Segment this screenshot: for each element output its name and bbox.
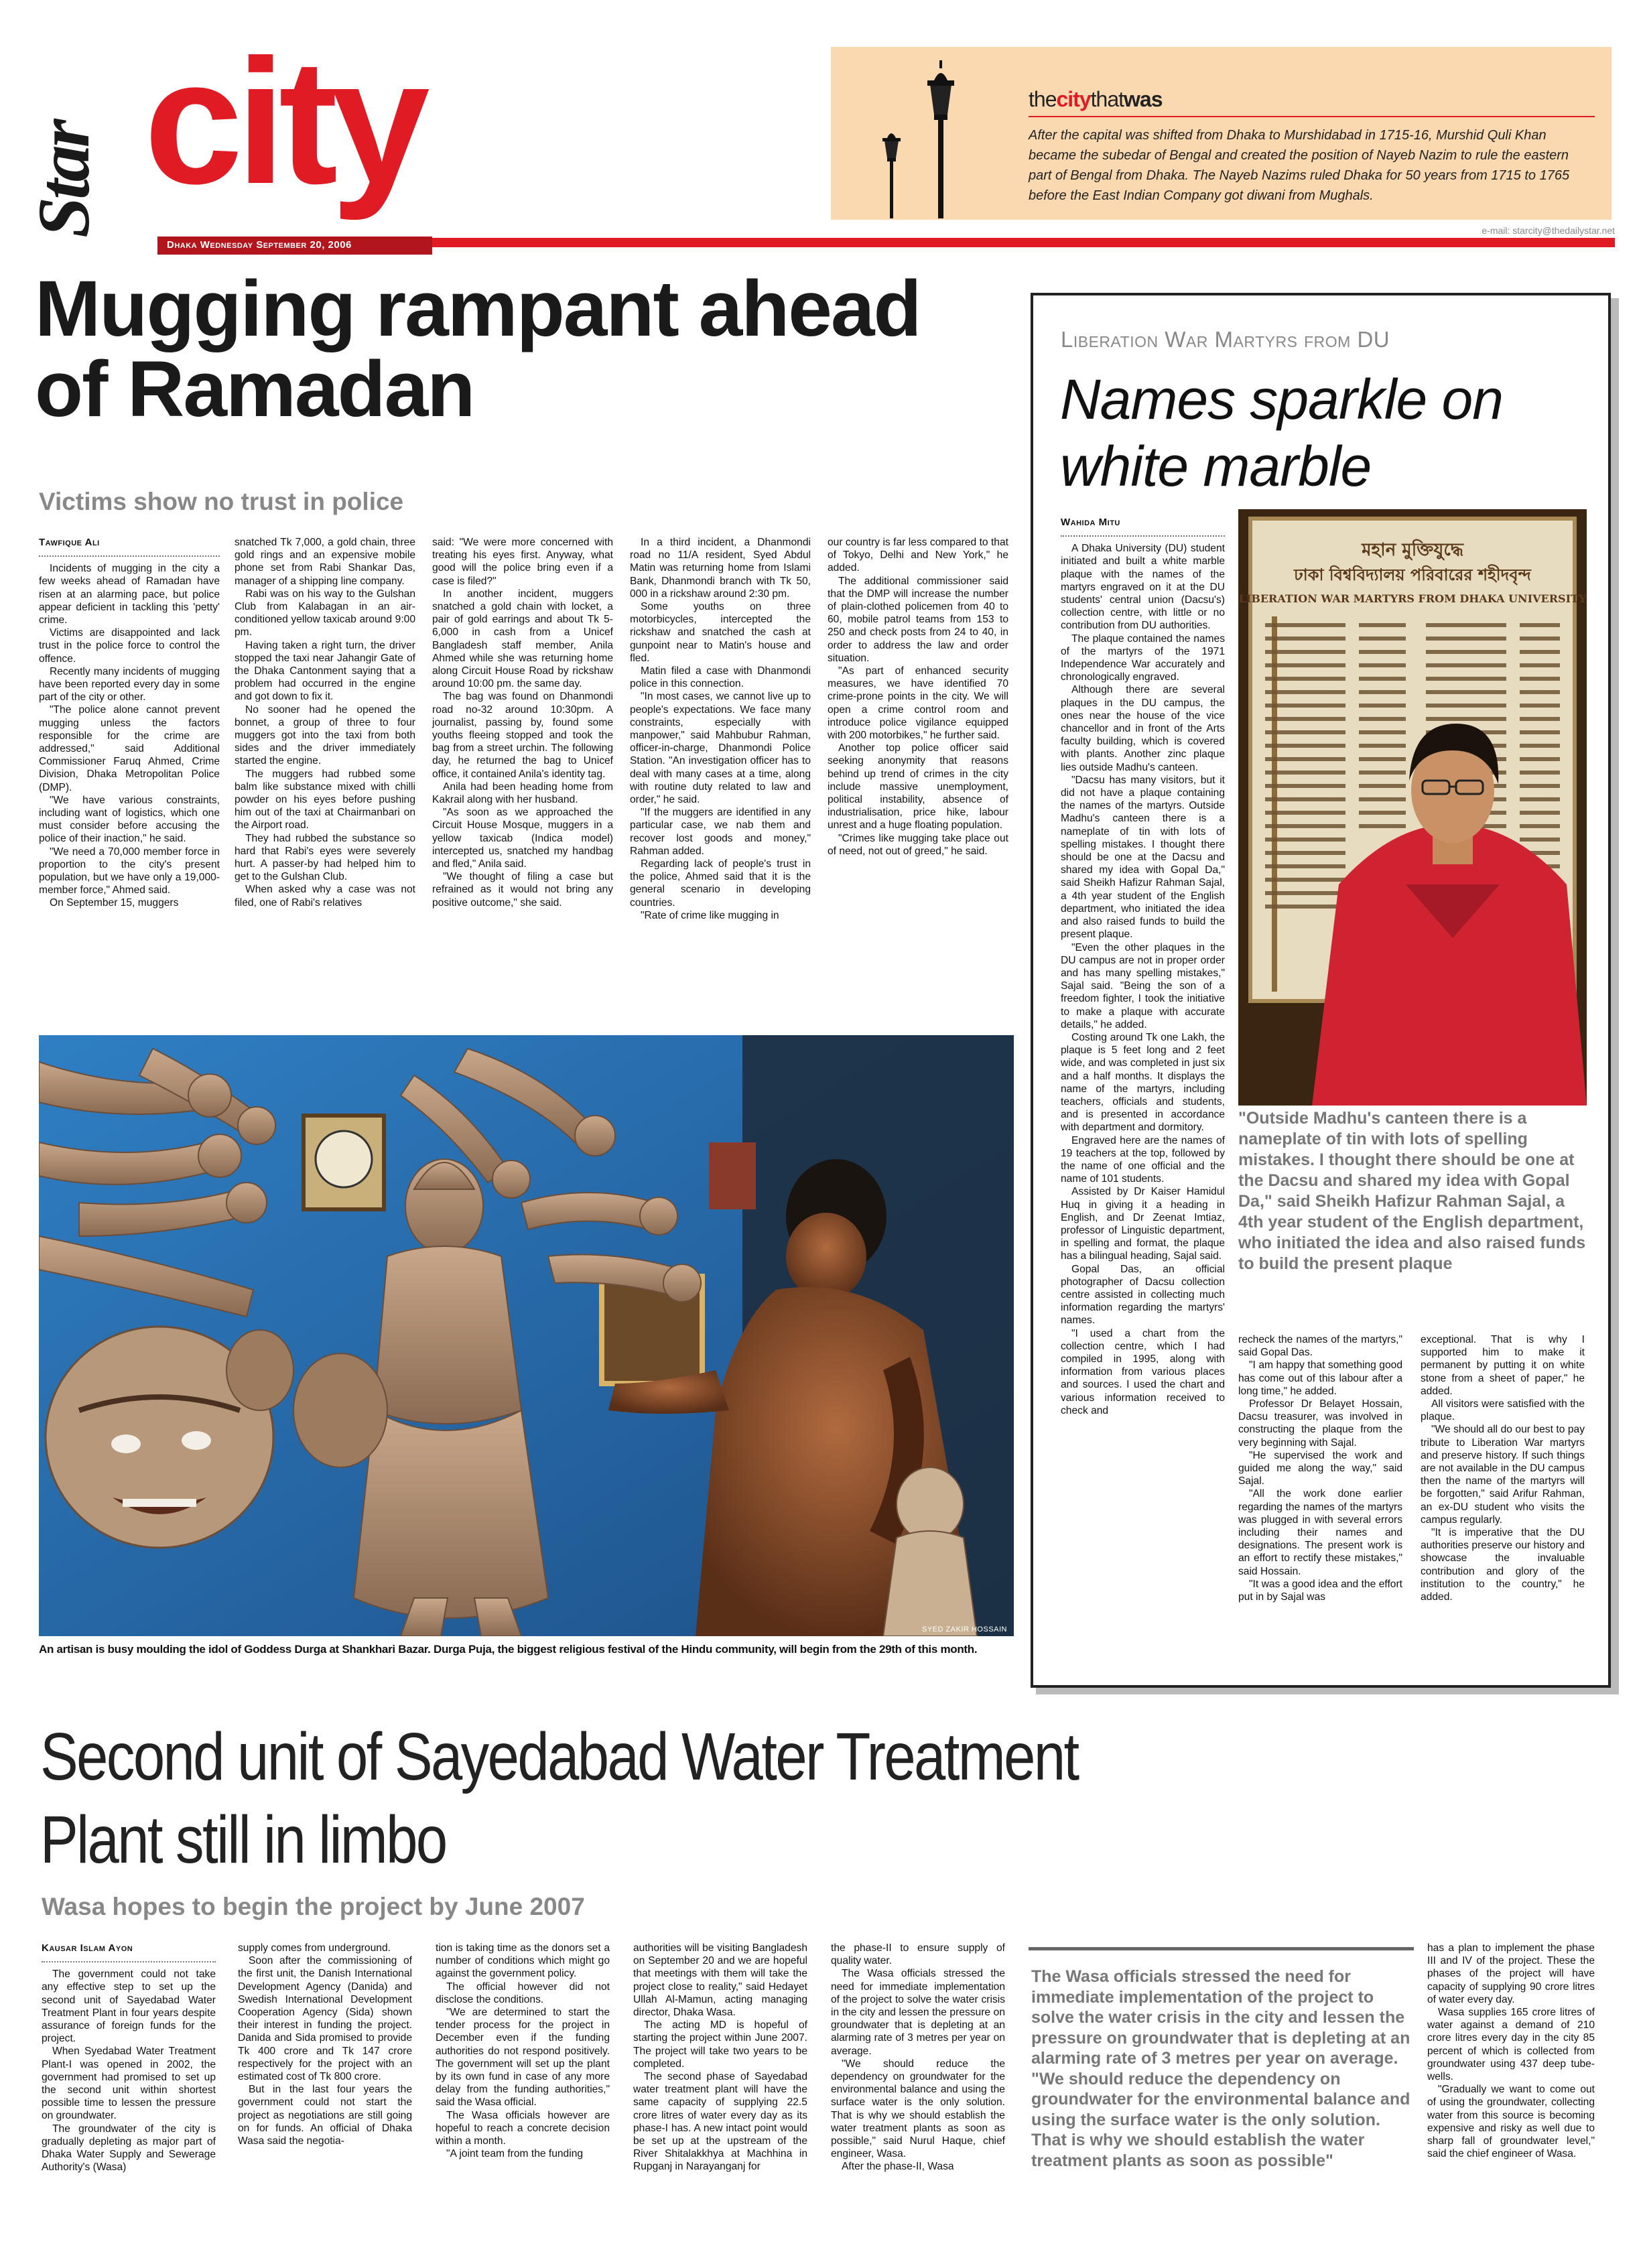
paragraph: No sooner had he opened the bonnet, a group of three to four muggers got into the taxi from both sides and the driver immediately started the engine. <box>235 704 415 767</box>
plaque-title-english: LIBERATION WAR MARTYRS FROM DHAKA UNIVERSITY <box>1238 592 1587 605</box>
story3-headline-line2: Plant still in limbo <box>40 1802 446 1877</box>
paragraph: The Wasa officials stressed the need for immediate implementation of the project to solve the water crisis in the city and lessen the pressure on groundwater that is depleting at an alarming rate of 3 metres per year on average. <box>831 1968 1005 2057</box>
dateline: Dhaka Wednesday September 20, 2006 <box>167 239 352 251</box>
story2-col3 <box>1421 1333 1585 1603</box>
paragraph: The second phase of Sayedabad water treatment plant will have the same capacity of supplying 22.5 crore litres of water every day as its phase-I has. A new intact point would be set up at the upstream of the River Shitalakkhya at Machhina in Rupganj in Narayanganj for <box>633 2071 807 2173</box>
city-that-was-title <box>1029 87 1162 112</box>
paragraph: Engraved here are the names of 19 teachers at the top, followed by the name of one official and the name of 101 students. <box>1061 1134 1225 1185</box>
paragraph: "Even the other plaques in the DU campus are not in proper order and has many spelling mistakes," Sajal said. "Being the son of a freedom fighter, I took the initiative to make a plaque with accurate details," he added. <box>1061 941 1225 1030</box>
paragraph: Regarding lack of people's trust in the police, Ahmed said that it is the general scenario in developing countries. <box>630 858 811 909</box>
paragraph: Gopal Das, an official photographer of Dacsu collection centre assisted in collecting much information regarding the martyrs' names. <box>1061 1263 1225 1327</box>
paragraph: the phase-II to ensure supply of quality water. <box>831 1942 1005 1967</box>
paragraph: authorities will be visiting Bangladesh on September 20 and we are hopeful that meetings with them will take the project close to reality," said Hedayet Ullah Al-Mamun, acting managing director, Dhaka Wasa. <box>633 1942 807 2019</box>
story3-headline-line1: Second unit of Sayedabad Water Treatment <box>40 1719 1078 1794</box>
story3-subhead: Wasa hopes to begin the project by June 2007 <box>42 1893 585 1920</box>
paragraph: "All the work done earlier regarding the names of the martyrs was plugged in with several errors including their names and designations. The present work is an effort to rectify these mistakes," said Hossain. <box>1238 1488 1402 1577</box>
paragraph: The acting MD is hopeful of starting the project within June 2007. The project will take two years to be completed. <box>633 2019 807 2070</box>
story3-col3 <box>436 1942 610 2160</box>
byline-rule <box>39 551 220 557</box>
paragraph: They had rubbed the substance so hard that Rabi's eyes were severely hurt. A passer-by had helped him to get to the Gulshan Club. <box>235 832 415 883</box>
story3-col1 <box>42 1942 216 2174</box>
story2-headline-line1: Names sparkle on <box>1060 368 1503 431</box>
paragraph: "Dacsu has many visitors, but it did not have a plaque containing the names of the martyrs. Outside Madhu's canteen there is a nameplate of tin with lots of spelling mistakes. I thought there should be one at the Dacsu and shared my idea with Gopal Da," said Sheikh Hafizur Rahman Sajal, a 4th year student of the English department, who initiated the idea and also raised funds to build the present plaque. <box>1061 774 1225 941</box>
paragraph: "In most cases, we cannot live up to people's expectations. We face many constraints, especially with manpower," said Mahbubur Rahman, officer-in-charge, Dhanmondi Police Station. "An investigation officer has to deal with many cases at a time, along with routine duty related to law and order," he said. <box>630 691 811 806</box>
story1-headline-line2: of Ramadan <box>35 345 474 433</box>
plaque-title-bangla1: মহান মুক্তিযুদ্ধে <box>1362 540 1463 560</box>
paragraph: recheck the names of the martyrs," said Gopal Das. <box>1238 1334 1402 1359</box>
star-logo-text: Star <box>23 121 105 238</box>
paragraph: our country is far less compared to that of Tokyo, Delhi and New York," he added. <box>828 537 1008 574</box>
story2-byline: Wahida Mitu <box>1061 517 1120 528</box>
paragraph: The additional commissioner said that the DMP will increase the number of plain-clothed policemen from 40 to 60, mobile patrol teams from 153 to 250 and check posts from 24 to 40, in order to address the law and order situation. <box>828 575 1008 664</box>
paragraph: "We thought of filing a case but refrained as it would not bring any positive outcome," she said. <box>432 871 613 909</box>
paragraph: "The police alone cannot prevent mugging unless the factors responsible for the crime are addressed," said Additional Commissioner Faruq Ahmed, Crime Division, Dhaka Metropolitan Police (DMP). <box>39 704 220 793</box>
ctw-that: that <box>1090 87 1124 111</box>
story2-col2 <box>1238 1333 1402 1603</box>
paragraph: The Wasa officials however are hopeful to reach a concrete decision within a month. <box>436 2109 610 2147</box>
star-logo <box>23 64 105 238</box>
paragraph: "A joint team from the funding <box>446 2148 584 2160</box>
story2-col1 <box>1061 516 1225 1417</box>
story2-box-shadow-right <box>1611 298 1619 1693</box>
durga-photo <box>39 1035 1014 1636</box>
paragraph: Matin filed a case with Dhanmondi police in this connection. <box>630 665 811 690</box>
paragraph: snatched Tk 7,000, a gold chain, three gold rings and an expensive mobile phone set from Rabi Shankar Das, manager of a shipping line company. <box>235 537 415 587</box>
paragraph: The plaque contained the names of the martyrs of the 1971 Independence War accurately and chronologically engraved. <box>1061 632 1225 683</box>
paragraph: The muggers had rubbed some balm like substance mixed with chilli powder on his eyes before pushing him out of the taxi at Chairmanbari on the Airport road. <box>235 768 415 831</box>
story1-headline <box>35 265 1040 433</box>
story1-byline: Tawfique Ali <box>39 537 100 548</box>
story3-col6 <box>1427 1942 1595 2160</box>
ctw-the: the <box>1029 87 1057 111</box>
story3-col4 <box>633 1942 807 2174</box>
paragraph: exceptional. That is why I supported him to make it permanent by putting it on white stone from a sheet of paper," he added. <box>1421 1334 1585 1397</box>
story1-col1 <box>39 536 220 910</box>
paragraph: Recently many incidents of mugging have been reported every day in some part of the city or other. <box>39 665 220 704</box>
paragraph: Anila had been heading home from Kakrail along with her husband. <box>432 781 613 806</box>
paragraph: But in the last four years the government could not start the project as negotiations are still going on for funds. An official of Dhaka Wasa said the negotia- <box>238 2084 412 2147</box>
paragraph: The groundwater of the city is gradually depleting as major part of Dhaka Water Supply and Sewerage Authority's (Wasa) <box>42 2123 216 2174</box>
paragraph: Professor Dr Belayet Hossain, Dacsu treasurer, was involved in constructing the plaque from the very beginning with Sajal. <box>1238 1398 1402 1449</box>
story2-headline <box>1060 366 1596 500</box>
story1-col3 <box>432 536 613 909</box>
paragraph: supply comes from underground. <box>238 1942 391 1954</box>
plaque-title-bangla2: ঢাকা বিশ্ববিদ্যালয় পরিবারের শহীদবৃন্দ <box>1294 565 1531 584</box>
city-that-was-text: After the capital was shifted from Dhaka to Murshidabad in 1715-16, Murshid Quli Khan became the subedar of Bengal and created the position of Nayeb Nazim to rule the eastern part of Bengal from Dhaka. The Nayeb Nazims ruled Dhaka for 50 years from 1715 to 1765 before the East Indian Company got diwani from Mughals. <box>1029 128 1570 203</box>
paragraph: A Dhaka University (DU) student initiated and built a white marble plaque with the names of the martyrs engraved on it at the DU students' central union (Dacsu's) collection centre, with little or no contribution from DU authorities. <box>1061 543 1225 632</box>
paragraph: tion is taking time as the donors set a number of conditions which might go against the government policy. <box>436 1942 610 1980</box>
paragraph: When asked why a case was not filed, one of Rabi's relatives <box>235 884 415 909</box>
paragraph: The official however did not disclose the conditions. <box>436 1981 610 2005</box>
paragraph: "Crimes like mugging take place out of need, not out of greed," he said. <box>828 832 1008 857</box>
paragraph: "It was a good idea and the effort put in by Sajal was <box>1238 1578 1402 1603</box>
paragraph: "We should all do our best to pay tribute to Liberation War martyrs and preserve history. If such things are not available in the DU campus then the name of the martyrs will be forgotten," said Arifur Rahman, an ex-DU student who visits the campus regularly. <box>1421 1424 1585 1526</box>
email: e-mail: starcity@thedailystar.net <box>1482 225 1615 236</box>
paragraph: Having taken a right turn, the driver stopped the taxi near Jahangir Gate of the Dhaka Cantonment saying that a problem had occurred in the engine and got down to fix it. <box>235 639 415 703</box>
story2-box-shadow-bottom <box>1036 1688 1619 1694</box>
lamp-post-pole <box>938 115 943 218</box>
ctw-was: was <box>1124 87 1163 111</box>
paragraph: said: "We were more concerned with treating his eyes first. Anyway, what good will the police bring even if a case is filed?" <box>432 537 613 587</box>
paragraph: Costing around Tk one Lakh, the plaque is 5 feet long and 2 feet wide, and was completed in just six and a half months. It displays the name of the martyrs, including teachers, officials and students, and is presented in accordance with department and dormitory. <box>1061 1031 1225 1134</box>
paragraph: The government could not take any effective step to set up the second unit of Sayedabad Water Treatment Plant in four years despite assurance of foreign funds for the project. <box>42 1969 216 2045</box>
photo1-credit: SYED ZAKIR HOSSAIN <box>922 1625 1007 1633</box>
paragraph: "As part of enhanced security measures, we have identified 70 crime-prone points in the city. We will open a crime control room and introduce police vigilance equipped with 200 motorbikes," he further said. <box>828 665 1008 742</box>
city-that-was-box <box>831 47 1612 220</box>
story3-pull-quote: The Wasa officials stressed the need for immediate implementation of the project to solve the water crisis in the city and lessen the pressure on groundwater that is depleting at an alarming rate of 3 metres per year on average. "We should reduce the dependency on groundwater for the environmental balance and using the surface water is the only solution. That is why we should establish the water treatment plants as soon as possible" <box>1031 1967 1410 2170</box>
story3-headline <box>40 1715 1581 1881</box>
paragraph: Rabi was on his way to the Gulshan Club from Kalabagan in an air-conditioned yellow taxicab around 9:00 pm. <box>235 588 415 639</box>
city-logo <box>144 23 423 221</box>
paragraph: The bag was found on Dhanmondi road no-32 around 10:30pm. A journalist, passing by, found some youths fleeing stopped and took the bag from a street urchin. The following day, he returned the bag to Unicef office, it contained Anila's identity tag. <box>432 691 613 780</box>
paragraph: "It is imperative that the DU authorities preserve our history and showcase the invaluable contribution and glory of the institution to the country," he added. <box>1421 1527 1585 1603</box>
paragraph: "We should reduce the dependency on groundwater for the environmental balance and using the surface water is the only solution. That is why we should establish the water treatment plants as soon as possible," said Nurul Haque, chief engineer, Wasa. <box>831 2058 1005 2160</box>
story3-pull-box <box>1029 1947 1414 2202</box>
story1-headline-line1: Mugging rampant ahead <box>35 265 921 353</box>
city-logo-text: city <box>144 23 423 221</box>
paragraph: When Syedabad Water Treatment Plant-I was opened in 2002, the government had promised to set up the second unit within shortest possible time to lessen the pressure on groundwater. <box>42 2046 216 2122</box>
story3-col5 <box>831 1942 1005 2174</box>
paragraph: All visitors were satisfied with the plaque. <box>1421 1398 1585 1423</box>
paragraph: Assisted by Dr Kaiser Hamidul Huq in giving it a heading in English, and Dr Zeenat Imtiaz, professor of Linguistic department, in spelling and format, the plaque has a bilingual heading, Sajal said. <box>1061 1186 1225 1262</box>
ctw-rule <box>1029 116 1595 117</box>
story3-col2 <box>238 1942 412 2147</box>
paragraph: "Gradually we want to come out of using the groundwater, collecting water from this source is becoming expensive and risky as well due to sharp fall of groundwater level," said the chief engineer of Wasa. <box>1427 2084 1595 2160</box>
email-line <box>1434 225 1615 237</box>
durga-photo-illustration <box>39 1035 1014 1636</box>
lamp-post-illustration <box>858 51 1005 218</box>
paragraph: Some youths on three motorbicycles, intercepted the rickshaw and snatched the cash at gunpoint near to Matin's house and fled. <box>630 601 811 664</box>
paragraph: Wasa supplies 165 crore litres of water against a demand of 210 crore litres every day in the city 85 percent of which is collected from groundwater using 437 deep tube-wells. <box>1427 2007 1595 2083</box>
paragraph: "We need a 70,000 member force in proportion to the city's present population, but we have only a 19,000-member force," Ahmed said. <box>39 846 220 896</box>
plaque-photo <box>1238 509 1587 1106</box>
paragraph: Incidents of mugging in the city a few weeks ahead of Ramadan have risen at an alarming pace, but police appear deficient in tackling this 'petty' crime. <box>39 563 220 626</box>
byline-rule <box>42 1957 216 1962</box>
story2-kicker: Liberation War Martyrs from DU <box>1061 327 1390 352</box>
paragraph: "Rate of crime like mugging in <box>641 909 779 921</box>
byline-rule <box>1061 531 1225 537</box>
photo1-caption: An artisan is busy moulding the idol of Goddess Durga at Shankhari Bazar. Durga Puja, the biggest religious festival of the Hindu community, will begin from the 29th of this month. <box>39 1643 978 1656</box>
story2-headline-line2: white marble <box>1060 435 1372 498</box>
story3-byline: Kausar Islam Ayon <box>42 1942 133 1954</box>
story1-col5 <box>828 536 1008 858</box>
paragraph: After the phase-II, Wasa <box>842 2161 954 2173</box>
paragraph: "If the muggers are identified in any particular case, we nab them and recover lost goods and money," Rahman added. <box>630 807 811 857</box>
paragraph: Although there are several plaques in the DU campus, the ones near the house of the vice chancellor and in front of the Arts faculty building, which is covered with plants. Another zinc plaque lies outside Madhu's canteen. <box>1061 684 1225 773</box>
paragraph: Soon after the commissioning of the first unit, the Danish International Development Agency (Danida) and Swedish International Development Cooperation Agency (Sida) shown their interest in funding the project. Danida and Sida promised to provide Tk 400 crore and Tk 147 crore respectively for the project with an estimated cost of Tk 800 crore. <box>238 1955 412 2083</box>
paragraph: "I am happy that something good has come out of this labour after a long time," he added. <box>1238 1359 1402 1397</box>
story2-pull-quote: "Outside Madhu's canteen there is a nameplate of tin with lots of spelling mistakes. I thought there should be one at the Dacsu and shared my idea with Gopal Da," said Sheikh Hafizur Rahman Sajal, a 4th year student of the English department, who initiated the idea and also raised funds to build the present plaque <box>1238 1109 1586 1273</box>
paragraph: Another top police officer said seeking anonymity that reasons behind up trend of crimes in the city include massive unemployment, political instability, absence of industrialisation, price hike, labour unrest and a huge floating population. <box>828 742 1008 831</box>
paragraph: has a plan to implement the phase III and IV of the project. These the phases of the project will have capacity of supplying 90 crore litres of water every day. <box>1427 1942 1595 2005</box>
story1-col2 <box>235 536 415 909</box>
paragraph: Victims are disappointed and lack trust in the police force to control the offence. <box>39 627 220 665</box>
paragraph: "He supervised the work and guided me along the way," said Sajal. <box>1238 1449 1402 1487</box>
paragraph: "As soon as we approached the Circuit House Mosque, muggers in a yellow taxicab (Indica model) intercepted us, snatched my handbag and fled," Anila said. <box>432 807 613 870</box>
ctw-city: city <box>1056 87 1091 111</box>
paragraph: "We are determined to start the tender process for the project in December even if the funding authorities do not respond positively. The government will set up the plant by its own fund in case of any more delay from the funding authorities," said the Wasa official. <box>436 2007 610 2109</box>
paragraph: On September 15, muggers <box>50 897 179 909</box>
paragraph: In a third incident, a Dhanmondi road no 11/A resident, Syed Abdul Matin was returning home from Islami Bank, Dhanmondi branch with Tk 50, 000 in a rickshaw around 2:30 pm. <box>630 537 811 600</box>
dateline-box <box>157 237 432 255</box>
paragraph: In another incident, muggers snatched a gold chain with locket, a pair of gold earrings and about Tk 5-6,000 in cash from a Unicef Bangladesh staff member, Anila Ahmed while she was returning home along Circuit House Road by rickshaw around 10:00 pm. the same day. <box>432 588 613 690</box>
paragraph: "We have various constraints, including want of logistics, which one must consider before accusing the police of their inaction," he said. <box>39 794 220 845</box>
paragraph: "I used a chart from the collection centre, which I had compiled in 1995, along with information from various places and sources. I used the chart and various information received to check and <box>1061 1327 1225 1416</box>
story1-subhead: Victims show no trust in police <box>39 488 404 515</box>
story1-col4 <box>630 536 811 922</box>
